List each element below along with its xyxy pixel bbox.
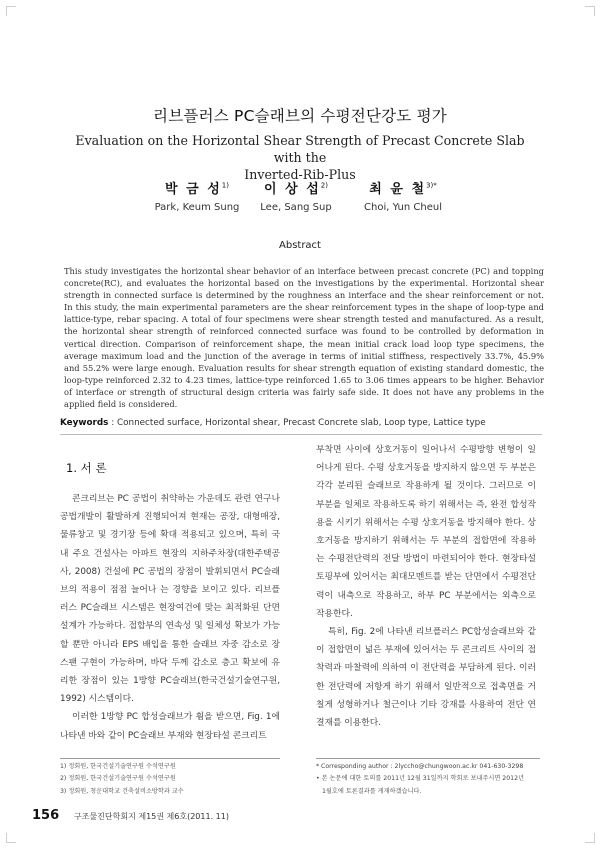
page-number: 156 [32,808,60,823]
author-name-korean: 박 금 성 [165,182,222,197]
paper-title-english [60,132,540,183]
crop-mark-top-left [6,6,16,16]
footnote-divider-right [316,758,540,759]
keywords-list: Connected surface, Horizontal shear, Precast Concrete slab, Loop type, Lattice type [116,418,486,428]
footnote-divider-left [60,758,280,759]
crop-mark-top-right [585,6,595,16]
footnote-item: 1월호에 토론결과를 게재하겠습니다. [322,787,422,795]
author-affiliation-mark: 3)* [426,181,437,190]
title-english-line-1: Evaluation on the Horizontal Shear Strength of Precast Concrete Slab with the [75,133,525,165]
author-affiliation-mark: 2) [320,181,328,190]
author-name-korean: 이 상 섭 [264,182,321,197]
author-block-3 [338,178,468,213]
keywords-divider [60,434,542,435]
abstract-body: This study investigates the horizontal shear behavior of an interface between precast concrete (PC) and topping concrete(RC), and evaluates the horizontal based on the investigations by the experimental. Horizontal shear strength in connected surface is determined by the roughness an interface and the shear reinforcement or not. In this study, the main experimental parameters are the shear reinforcement types in the shape of loop-type and lattice-type, rebar spacing. A total of four specimens were shear strength tested and manufactured. As a result, the horizontal shear strength of reinforced connected surface was found to be controlled by deformation in vertical direction. Comparison of reinforcement shape, the mean initial crack load loop type specimens, the average maximum load and the junction of the average in terms of initial stiffness, respectively 33.7%, 45.9% and 55.2% were large enough. Evaluation results for shear strength equation of existing standard domestic, the loop-type reinforced 2.32 to 4.23 times, lattice-type reinforced 1.65 to 3.06 times appears to be higher. Behavior of interface or strength of structural design criteria was fairly safe side. It does not have any problems in the applied field is considered. [64,266,544,410]
footnote-item: • 본 논문에 대한 토의를 2011년 12월 31일까지 학회로 보내주시면 2012년 [316,775,525,783]
author-name-english: Choi, Yun Cheul [364,202,442,213]
body-paragraph: 이러한 1방향 PC 합성슬래브가 휨을 받으면, Fig. 1에 나타낸 바와 같이 PC슬래브 부재와 현장타설 콘크리트 [60,712,280,741]
keywords-label: Keywords [60,418,109,428]
footnote-item: * Corresponding author : 2lyccho@chungwoon.ac.kr 041-630-3298 [316,763,524,770]
author-name-english: Lee, Sang Sup [260,202,332,213]
body-paragraph: 부착면 사이에 상호거동이 일어나서 수평방향 변형이 일어나게 된다. 수평 상호거동을 방지하지 않으면 두 부분은 각각 분리된 슬래브로 작용하게 될 것이다. 그러므로 이 부분을 일체로 작용하도록 하기 위해서는 즉, 완전 합성작용을 시키기 위해서는 수평 상호거동을 방지해야 한다. 상호거동을 방지하기 위해서는 두 부분의 접합면에 작용하는 수평전단력의 전달 방법이 마련되어야 한다. 현장타설 토핑부에 있어서는 최대모멘트를 받는 단면에서 수평전단력이 내측으로 작용하고, 하부 PC 부분에서는 외측으로 작용한다. [316,445,536,619]
author-name-korean: 최 윤 철 [369,182,427,197]
author-name-english: Park, Keum Sung [154,202,240,213]
crop-mark-bottom-right [585,833,595,843]
footnote-item: 2) 정회원, 한국건설기술연구원 수석연구원 [60,775,176,783]
abstract-heading: Abstract [279,240,321,251]
footnote-item: 1) 정회원, 한국건설기술연구원 수석연구원 [60,763,176,770]
section-heading-introduction: 1. 서 론 [66,461,107,475]
author-affiliation-mark: 1) [221,181,229,190]
body-paragraph: 특히, Fig. 2에 나타낸 리브플러스 PC합성슬래브와 같이 접합면이 넓은 부재에 있어서는 두 콘크리트 사이의 접착력과 마찰력에 의하여 이 전단력을 부담하게 된다. 이러한 전단력에 저항게 하기 위해서 일반적으로 접촉면을 거칠게 성형하거나 철근이나 기타 강재를 사용하여 전단 연결재를 이용한다. [316,627,536,729]
paper-title-korean: 리브플러스 PC슬래브의 수평전단강도 평가 [153,107,447,125]
footnotes-affiliations [60,761,290,798]
body-column-left [60,490,280,745]
keywords-separator: : [108,418,117,428]
crop-mark-bottom-left [6,833,16,843]
keywords-line [60,418,486,428]
body-paragraph: 콘크리브는 PC 공법이 취약하는 가운데도 관련 연구나 공법개발이 활발하게 진행되어져 현재는 공장, 대형매장, 물류창고 및 경기장 등에 확대 적용되고 있으며, 특히 국내 주요 건설사는 아파트 현장의 지하주차장(대한주택공사, 2008) 건설에 PC 공법의 장점이 발휘되면서 PC슬래브의 적용이 점점 늘어나 는 경향을 보이고 있다. 리브플러스 PC슬래브 시스템은 현장여건에 맞는 최적화된 단면설계가 가능하다. 접합부의 연속성 및 일체성 확보가 가능할 뿐만 아니라 EPS 배입을 통한 슬래브 자중 감소로 장스팬 구현이 가능하며, 바닥 두께 감소로 층고 확보에 유리한 장점이 있는 1방향 PC슬래브(한국건설기술연구원, 1992) 시스템이다. [60,494,280,705]
body-column-right [316,441,536,732]
footnotes-correspondence [316,761,556,798]
footnote-item: 3) 정회원, 청운대학교 건축설비소방학과 교수 [60,787,184,795]
journal-info: 구조물진단학회지 제15권 제6호(2011. 11) [74,812,229,821]
title-english-line-2: Inverted-Rib-Plus [244,167,356,182]
